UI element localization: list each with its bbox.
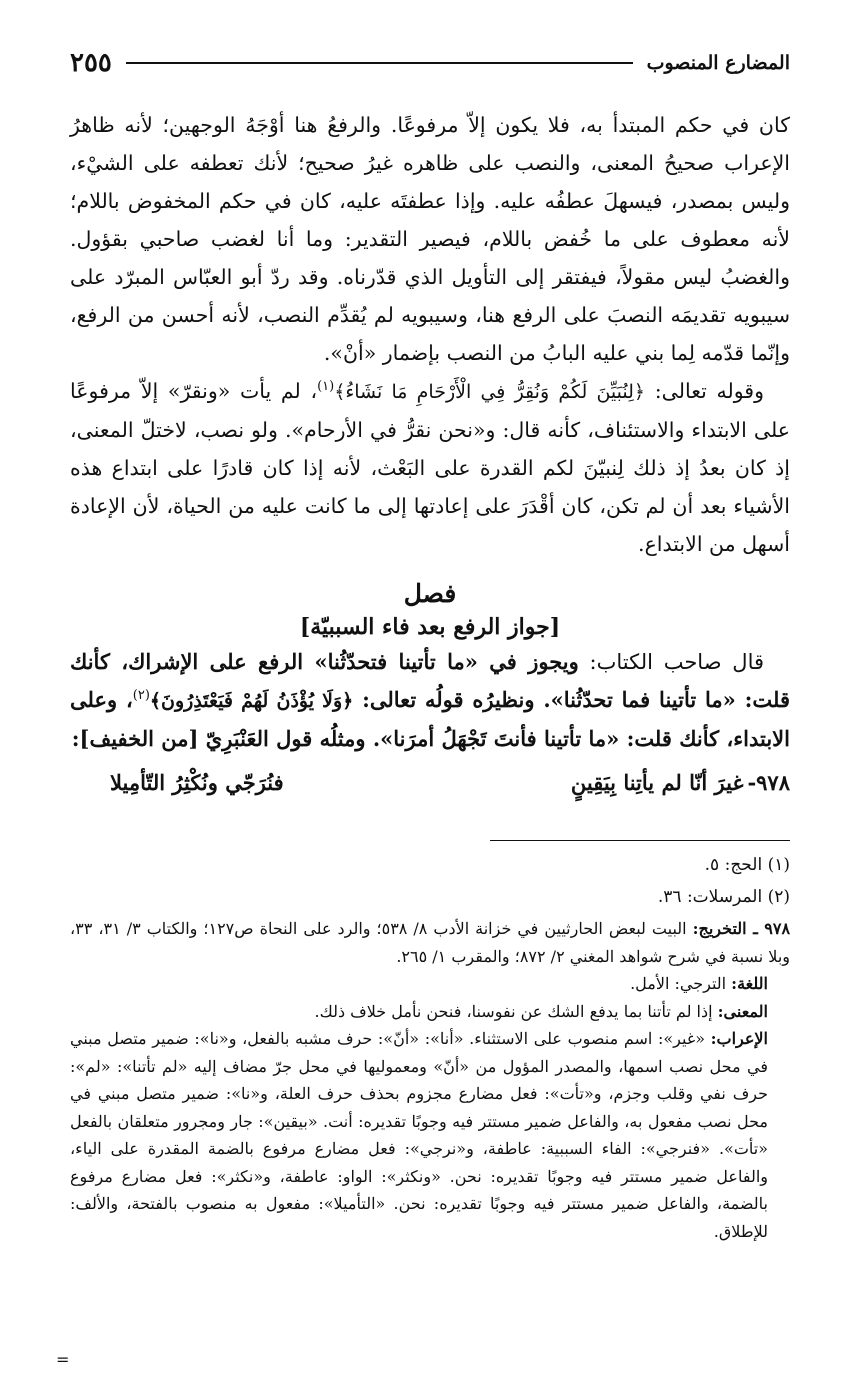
note-label: المعنى: bbox=[717, 1001, 768, 1021]
verse-notes bbox=[70, 915, 790, 1245]
main-text bbox=[70, 106, 790, 563]
note-text: البيت لبعض الحارثيين في خزانة الأدب ٨/ ٥٣٨؛ والرد على النحاة ص١٢٧؛ والكتاب ٣/ ٣١، ٣٣، وبلا نسبة في شرح شواهد المغني ٢/ ٨٧٢؛ والمقرب ١/ ٢٦٥. bbox=[70, 919, 790, 966]
section-heading bbox=[70, 577, 790, 643]
footnote-marker: (١) bbox=[317, 379, 335, 395]
continuation-mark: = bbox=[56, 1350, 70, 1369]
poetry-verse bbox=[70, 762, 790, 804]
footnote-rule bbox=[490, 840, 790, 841]
note-text: إذا لم تأتنا بما يدفع الشك عن نفوسنا، فنحن نأمل خلاف ذلك. bbox=[314, 1001, 718, 1021]
hemistich-text: غيرَ أنّا لم يأتِنا بِيَقِينٍ bbox=[570, 770, 744, 795]
footnote: (٢) المرسلات: ٣٦. bbox=[657, 887, 790, 907]
page-number: ٢٥٥ bbox=[70, 48, 112, 78]
verse-first-half bbox=[571, 762, 790, 804]
running-title: المضارع المنصوب bbox=[646, 52, 790, 74]
quoted-text: ، وعلى الابتداء، كأنك قلت: «ما تأتينا فأنتَ تَجْهَلُ أمرَنا». ومثلُه قول العَنْبَرِيّ [من الخفيف]: bbox=[70, 687, 790, 751]
paragraph bbox=[70, 372, 790, 563]
verse-second-half: فنُرَجّي ونُكْثِرُ التّأمِيلا bbox=[110, 770, 284, 795]
footnotes bbox=[70, 849, 790, 913]
verse-number: ٩٧٨- bbox=[747, 770, 790, 795]
note-irab bbox=[70, 1025, 790, 1245]
note-takhrij bbox=[70, 915, 790, 970]
text-run: ، لم يأت «ونقرّ» إلاّ مرفوعًا على الابتداء والاستئناف، كأنه قال: و«نحن نقرُّ في الأرحام». ولو نصب، لاختلّ المعنى، إذ كان بعدُ إذ ذلك لِنبيّنَ لكم القدرة على البَعْث، لأنه إذا كان قادرًا على ابتداع هذه الأشياء بعد أن لم تكن، كان أقْدَرَ على إعادتها إلى ما كانت عليه من الحياة، لأن الإعادة أسهل من الابتداع. bbox=[70, 379, 790, 556]
paragraph bbox=[70, 643, 790, 758]
section-title: فصل bbox=[403, 579, 457, 608]
note-label: الإعراب: bbox=[710, 1029, 768, 1048]
text-run: وقوله تعالى: bbox=[645, 379, 765, 403]
text-run: قال صاحب الكتاب: bbox=[578, 650, 765, 674]
footnote: (١) الحج: ٥. bbox=[704, 855, 790, 875]
header-rule bbox=[126, 62, 633, 64]
quran-verse: ﴿وَلَا يُؤْذَنُ لَهُمْ فَيَعْتَذِرُونَ﴾ bbox=[149, 690, 354, 712]
note-label: ٩٧٨ ـ التخريج: bbox=[692, 919, 791, 938]
note-text: «غير»: اسم منصوب على الاستثناء. «أنا»: «أنّ»: حرف مشبه بالفعل، و«نا»: ضمير متصل مبني في محل نصب اسمها، والمصدر المؤول من «أنّ» ومعموليها في محل جرّ مضاف إليه «لم تأتنا»: «لم»: حرف نفي وقلب وجزم، و«تأت»: فعل مضارع مجزوم بحذف حرف العلة، و«نا»: ضمير متصل مبني في محل نصب مفعول به، والفاعل ضمير مستتر فيه وجوبًا تقديره: أنت. «بيقين»: جار ومجرور متعلقان بالفعل «تأت». «فنرجي»: الفاء السببية: عاطفة، و«نرجي»: فعل مضارع مرفوع بالضمة المقدرة على الياء، والفاعل ضمير مستتر فيه وجوبًا تقديره: نحن. «ونكثر»: الواو: عاطفة، و«نكثر»: فعل مضارع مرفوع بالضمة، والفاعل ضمير مستتر فيه وجوبًا تقديره: نحن. «التأميلا»: مفعول به منصوب بالفتحة، والألف: للإطلاق. bbox=[70, 1029, 768, 1241]
section-subtitle: [جواز الرفع بعد فاء السببيّة] bbox=[299, 614, 561, 640]
page-header bbox=[70, 40, 790, 86]
paragraph: كان في حكم المبتدأ به، فلا يكون إلاّ مرفوعًا. والرفعُ هنا أوْجَهُ الوجهين؛ لأنه ظاهرُ الإعراب صحيحُ المعنى، والنصب على ظاهره غيرُ صحيح؛ لأنك تعطفه على الشيْء، وليس بمصدر، فيسهلَ عطفُه عليه. وإذا عطفتَه عليه، كان في حكم المخفوض باللام؛ لأنه معطوف على ما خُفض باللام، فيصير التقدير: وما أنا لغضب صاحبي بقؤول. والغضبُ ليس مقولاً، فيفتقر إلى التأويل الذي قدّرناه. وقد ردّ أبو العبّاس المبرّد على سيبويه تقديمَه النصبَ على الرفع هنا، وسيبويه لم يُقدِّم النصب، لأنه أحسن من الرفع، وإنّما قدّمه لِما بني عليه البابُ من النصب بإضمار «أنْ». bbox=[70, 113, 790, 365]
footnote-marker: (٢) bbox=[132, 688, 150, 703]
quran-verse: ﴿لِنُبَيِّنَ لَكُمْ وَنُقِرُّ فِي الْأَرْحَامِ مَا نَشَاءُ﴾ bbox=[334, 381, 646, 403]
note-text: الترجي: الأمل. bbox=[630, 974, 732, 993]
note-lugha bbox=[70, 970, 790, 998]
note-label: اللغة: bbox=[731, 974, 768, 993]
author-quote bbox=[70, 643, 790, 758]
quoted-text: ويجوز في «ما تأتينا فتحدّثُنا» الرفع على الإشراك، كأنك قلت: «ما تأتينا فما تحدّثُنا». ونظيرُه قولُه تعالى: bbox=[70, 649, 791, 712]
note-mana bbox=[70, 998, 790, 1026]
